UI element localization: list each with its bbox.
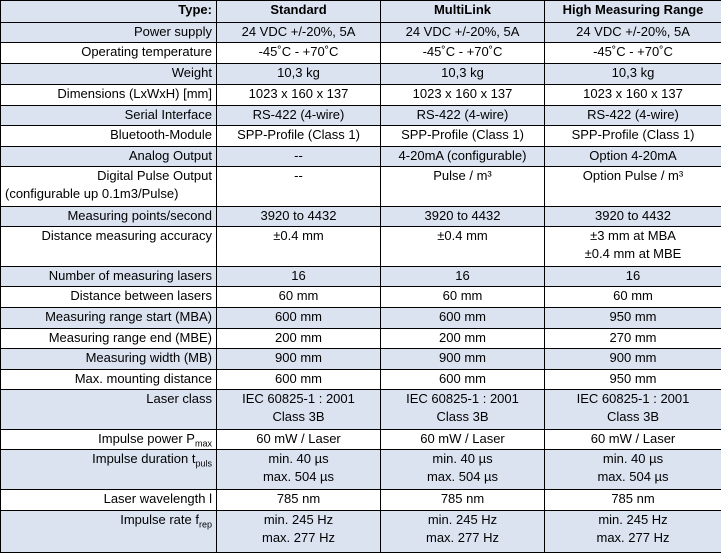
row-label-line: Serial Interface xyxy=(124,107,212,122)
standard-value xyxy=(217,370,381,390)
high-measuring-range-value xyxy=(545,167,721,207)
row-label xyxy=(1,308,217,329)
standard-value xyxy=(217,227,381,267)
row-label xyxy=(1,43,217,64)
row-label-line: Measuring range start (MBA) xyxy=(45,309,212,324)
row-label-line: Dimensions (LxWxH) [mm] xyxy=(57,86,212,101)
high-measuring-range-value xyxy=(545,227,721,267)
high-measuring-range-value xyxy=(545,349,721,370)
standard-value xyxy=(217,287,381,308)
row-label-line: Impulse power $P_{max}$ xyxy=(98,431,212,449)
row-label-line: Digital Pulse Output xyxy=(97,168,212,183)
header-type: Type: xyxy=(1,1,217,23)
multilink-value-line: RS-422 (4-wire) xyxy=(416,107,509,122)
high-measuring-range-value xyxy=(545,85,721,106)
standard-value-line: max. 277 Hz xyxy=(262,530,335,545)
multilink-value-line: 1023 x 160 x 137 xyxy=(412,86,513,101)
row-label-line: Impulse duration $t_{puls}$ xyxy=(92,451,212,469)
multilink-value xyxy=(381,349,545,370)
multilink-value xyxy=(381,64,545,85)
standard-value-line: 24 VDC +/-20%, 5A xyxy=(241,24,356,39)
standard-value xyxy=(217,106,381,126)
standard-value-line: max. 504 µs xyxy=(262,469,335,484)
standard-value xyxy=(217,126,381,147)
multilink-value xyxy=(381,106,545,126)
standard-value xyxy=(217,390,381,430)
high-measuring-range-value xyxy=(545,23,721,43)
table-row xyxy=(1,511,721,553)
table-row xyxy=(1,267,721,287)
high-measuring-range-value-line: RS-422 (4-wire) xyxy=(587,107,679,122)
table-row xyxy=(1,227,721,267)
row-label xyxy=(1,430,217,450)
multilink-value xyxy=(381,329,545,349)
multilink-value xyxy=(381,511,545,553)
row-label xyxy=(1,490,217,511)
high-measuring-range-value xyxy=(545,207,721,227)
high-measuring-range-value-line: 270 mm xyxy=(609,330,657,345)
table-row xyxy=(1,390,721,430)
multilink-value xyxy=(381,147,545,167)
multilink-value-line: 900 mm xyxy=(439,350,486,365)
table-row xyxy=(1,207,721,227)
multilink-value-line: 200 mm xyxy=(439,330,486,345)
multilink-value-line: 600 mm xyxy=(439,309,486,324)
label-subscript: rep xyxy=(198,519,212,530)
standard-value xyxy=(217,43,381,64)
high-measuring-range-value-line: 60 mm xyxy=(613,288,653,303)
table-row xyxy=(1,167,721,207)
multilink-value-line: Class 3B xyxy=(436,409,489,424)
high-measuring-range-value-line: max. 504 µs xyxy=(597,469,669,484)
row-label xyxy=(1,23,217,43)
row-label xyxy=(1,349,217,370)
row-label-line: Distance measuring accuracy xyxy=(41,228,212,243)
high-measuring-range-value xyxy=(545,106,721,126)
high-measuring-range-value-line: ±3 mm at MBA xyxy=(590,228,676,243)
row-label-line: Max. mounting distance xyxy=(74,371,212,386)
multilink-value-line: max. 504 µs xyxy=(426,469,499,484)
high-measuring-range-value-line: Option 4-20mA xyxy=(589,148,677,163)
high-measuring-range-value xyxy=(545,64,721,85)
high-measuring-range-value xyxy=(545,329,721,349)
row-label-line: Number of measuring lasers xyxy=(48,268,212,283)
row-label-line: Power supply xyxy=(133,24,212,39)
multilink-value xyxy=(381,267,545,287)
multilink-value-line: 60 mW / Laser xyxy=(420,431,505,446)
row-label xyxy=(1,511,217,553)
multilink-value xyxy=(381,287,545,308)
high-measuring-range-value-line: min. 245 Hz xyxy=(598,512,668,527)
table-body xyxy=(1,23,721,553)
high-measuring-range-value-line: 900 mm xyxy=(609,350,657,365)
row-label xyxy=(1,126,217,147)
row-label-line: Distance between lasers xyxy=(70,288,212,303)
high-measuring-range-value-line: 10,3 kg xyxy=(611,65,655,80)
standard-value xyxy=(217,308,381,329)
high-measuring-range-value xyxy=(545,287,721,308)
high-measuring-range-value xyxy=(545,390,721,430)
high-measuring-range-value xyxy=(545,450,721,490)
row-label xyxy=(1,227,217,267)
row-label xyxy=(1,167,217,207)
standard-value-line: 60 mm xyxy=(278,288,319,303)
multilink-value xyxy=(381,490,545,511)
label-subscript: puls xyxy=(195,458,212,469)
table-row xyxy=(1,308,721,329)
table-row xyxy=(1,64,721,85)
standard-value-line: 600 mm xyxy=(275,309,322,324)
standard-value-line: -- xyxy=(294,168,303,183)
table-row xyxy=(1,450,721,490)
standard-value-line: 10,3 kg xyxy=(277,65,320,80)
standard-value-line: min. 245 Hz xyxy=(263,512,334,527)
multilink-value xyxy=(381,430,545,450)
standard-value-line: -- xyxy=(294,148,303,163)
high-measuring-range-value-line: SPP-Profile (Class 1) xyxy=(571,127,695,142)
multilink-value-line: 10,3 kg xyxy=(441,65,484,80)
row-label xyxy=(1,390,217,430)
multilink-value-line: 785 nm xyxy=(440,491,485,506)
standard-value xyxy=(217,207,381,227)
standard-value-line: -45˚C - +70˚C xyxy=(258,44,339,59)
table-row xyxy=(1,43,721,64)
standard-value-line: ±0.4 mm xyxy=(273,228,324,243)
multilink-value-line: 3920 to 4432 xyxy=(424,208,501,223)
table-row xyxy=(1,329,721,349)
standard-value xyxy=(217,450,381,490)
row-label xyxy=(1,287,217,308)
row-label xyxy=(1,207,217,227)
standard-value xyxy=(217,349,381,370)
multilink-value-line: 600 mm xyxy=(439,371,486,386)
high-measuring-range-value xyxy=(545,43,721,64)
multilink-value xyxy=(381,450,545,490)
standard-value-line: min. 40 µs xyxy=(268,451,329,466)
multilink-value-line: min. 40 µs xyxy=(432,451,493,466)
multilink-value xyxy=(381,370,545,390)
high-measuring-range-value-line: 60 mW / Laser xyxy=(590,431,676,446)
table-header-row xyxy=(1,1,721,23)
row-label xyxy=(1,147,217,167)
standard-value-line: 600 mm xyxy=(275,371,322,386)
standard-value xyxy=(217,64,381,85)
high-measuring-range-value-line: Option Pulse / m³ xyxy=(582,168,684,183)
row-label-line: Impulse rate $f_{rep}$ xyxy=(120,512,212,530)
row-label xyxy=(1,64,217,85)
high-measuring-range-value-line: ±0.4 mm at MBE xyxy=(584,246,682,261)
multilink-value-line: 16 xyxy=(455,268,470,283)
standard-value-line: 1023 x 160 x 137 xyxy=(248,86,349,101)
high-measuring-range-value-line: 950 mm xyxy=(609,309,657,324)
row-label xyxy=(1,106,217,126)
row-label-line: Weight xyxy=(171,65,212,80)
table-row xyxy=(1,370,721,390)
row-label-line: Measuring points/second xyxy=(67,208,212,223)
row-label-line: Laser class xyxy=(146,391,212,406)
row-label xyxy=(1,85,217,106)
standard-value-line: IEC 60825-1 : 2001 xyxy=(242,391,355,406)
high-measuring-range-value-line: max. 277 Hz xyxy=(596,530,670,545)
high-measuring-range-value-line: min. 40 µs xyxy=(602,451,664,466)
high-measuring-range-value-line: -45˚C - +70˚C xyxy=(593,44,673,59)
multilink-value xyxy=(381,390,545,430)
multilink-value-line: ±0.4 mm xyxy=(437,228,488,243)
table-row xyxy=(1,23,721,43)
high-measuring-range-value xyxy=(545,308,721,329)
header-high-measuring-range: High Measuring Range xyxy=(545,1,721,23)
standard-value-line: Class 3B xyxy=(272,409,325,424)
standard-value xyxy=(217,511,381,553)
multilink-value xyxy=(381,207,545,227)
table-row xyxy=(1,349,721,370)
high-measuring-range-value-line: IEC 60825-1 : 2001 xyxy=(576,391,690,406)
high-measuring-range-value-line: 3920 to 4432 xyxy=(595,208,671,223)
high-measuring-range-value-line: 950 mm xyxy=(609,371,657,386)
high-measuring-range-value xyxy=(545,511,721,553)
standard-value xyxy=(217,23,381,43)
high-measuring-range-value-line: 16 xyxy=(625,268,641,283)
row-label-line: Laser wavelength l xyxy=(103,491,212,506)
high-measuring-range-value xyxy=(545,370,721,390)
table-row xyxy=(1,147,721,167)
row-label xyxy=(1,267,217,287)
standard-value xyxy=(217,267,381,287)
multilink-value-line: 24 VDC +/-20%, 5A xyxy=(405,24,520,39)
row-label xyxy=(1,329,217,349)
row-label xyxy=(1,450,217,490)
table-row xyxy=(1,126,721,147)
multilink-value-line: max. 277 Hz xyxy=(426,530,499,545)
standard-value xyxy=(217,490,381,511)
standard-value xyxy=(217,430,381,450)
table-row xyxy=(1,106,721,126)
label-subscript: max xyxy=(194,438,212,449)
multilink-value xyxy=(381,23,545,43)
multilink-value-line: 60 mm xyxy=(442,288,483,303)
multilink-value xyxy=(381,85,545,106)
multilink-value-line: Pulse / m³ xyxy=(433,168,492,183)
standard-value xyxy=(217,329,381,349)
table-row xyxy=(1,430,721,450)
table-row xyxy=(1,287,721,308)
multilink-value xyxy=(381,227,545,267)
header-multilink: MultiLink xyxy=(381,1,545,23)
standard-value-line: 785 nm xyxy=(276,491,321,506)
multilink-value-line: min. 245 Hz xyxy=(427,512,498,527)
header-standard: Standard xyxy=(217,1,381,23)
standard-value-line: 3920 to 4432 xyxy=(260,208,337,223)
row-label-line: (configurable up 0.1m3/Pulse) xyxy=(5,186,179,201)
multilink-value-line: IEC 60825-1 : 2001 xyxy=(406,391,519,406)
high-measuring-range-value-line: 1023 x 160 x 137 xyxy=(583,86,683,101)
standard-value-line: 16 xyxy=(291,268,306,283)
row-label-line: Operating temperature xyxy=(81,44,212,59)
high-measuring-range-value xyxy=(545,147,721,167)
table-row xyxy=(1,85,721,106)
standard-value xyxy=(217,147,381,167)
row-label-line: Bluetooth-Module xyxy=(110,127,212,142)
standard-value-line: 60 mW / Laser xyxy=(256,431,341,446)
high-measuring-range-value-line: 785 nm xyxy=(611,491,655,506)
standard-value-line: 200 mm xyxy=(275,330,322,345)
table-row xyxy=(1,490,721,511)
standard-value xyxy=(217,85,381,106)
multilink-value xyxy=(381,43,545,64)
standard-value-line: SPP-Profile (Class 1) xyxy=(237,127,360,142)
high-measuring-range-value-line: 24 VDC +/-20%, 5A xyxy=(576,24,690,39)
multilink-value-line: -45˚C - +70˚C xyxy=(422,44,503,59)
multilink-value xyxy=(381,308,545,329)
row-label-line: Measuring range end (MBE) xyxy=(48,330,212,345)
high-measuring-range-value xyxy=(545,126,721,147)
multilink-value xyxy=(381,167,545,207)
multilink-value-line: SPP-Profile (Class 1) xyxy=(401,127,524,142)
high-measuring-range-value xyxy=(545,490,721,511)
standard-value-line: RS-422 (4-wire) xyxy=(252,107,345,122)
standard-value xyxy=(217,167,381,207)
row-label-line: Analog Output xyxy=(128,148,212,163)
multilink-value-line: 4-20mA (configurable) xyxy=(398,148,527,163)
multilink-value xyxy=(381,126,545,147)
high-measuring-range-value-line: Class 3B xyxy=(606,409,660,424)
high-measuring-range-value xyxy=(545,430,721,450)
standard-value-line: 900 mm xyxy=(275,350,322,365)
row-label-line: Measuring width (MB) xyxy=(85,350,212,365)
row-label xyxy=(1,370,217,390)
high-measuring-range-value xyxy=(545,267,721,287)
